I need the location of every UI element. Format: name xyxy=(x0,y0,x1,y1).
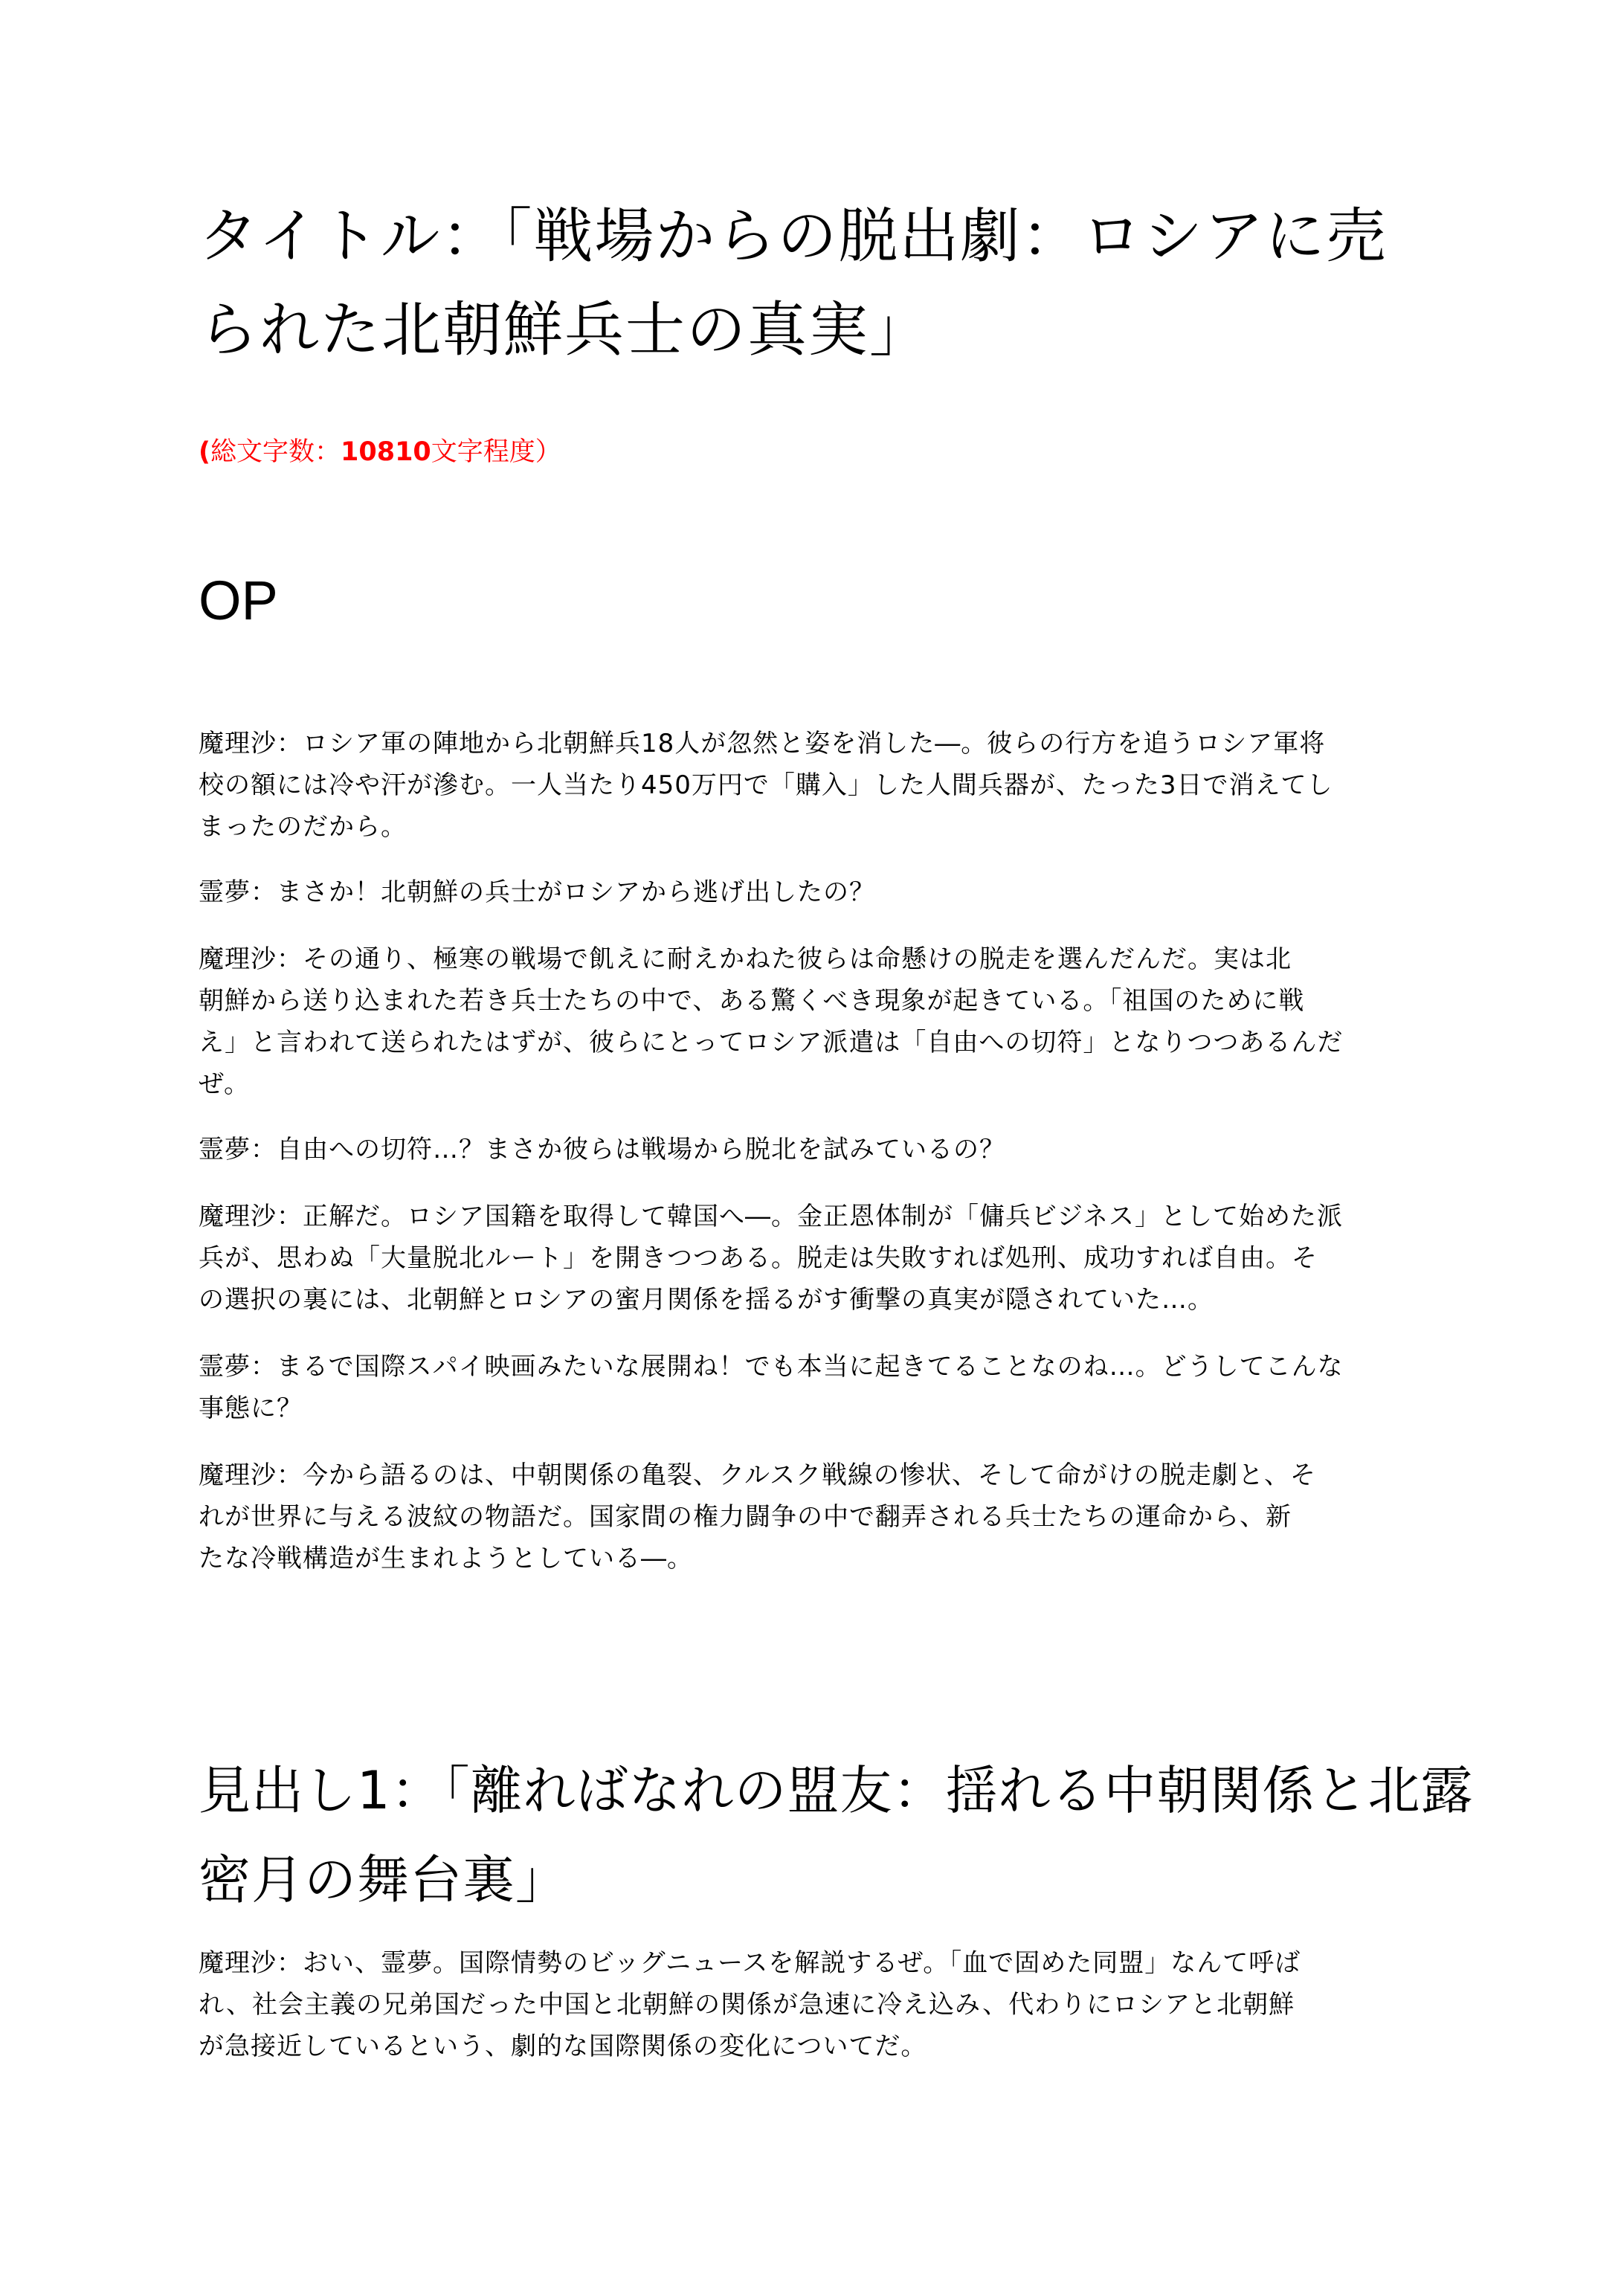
dialogue-line: 霊夢：まさか！北朝鮮の兵士がロシアから逃げ出したの？ xyxy=(199,877,875,907)
dialogue-line: え」と言われて送られたはずが、彼らにとってロシア派遣は「自由への切符」となりつつあるんだ xyxy=(199,1028,1344,1057)
dialogue-line: 事態に？ xyxy=(199,1394,303,1423)
dialogue-line: まったのだから。 xyxy=(199,812,407,842)
dialogue-line: が急接近しているという、劇的な国際関係の変化についてだ。 xyxy=(199,2032,927,2061)
character-count-note xyxy=(199,434,561,470)
dialogue-line: 朝鮮から送り込まれた若き兵士たちの中で、ある驚くべき現象が起きている。「祖国のために戦 xyxy=(199,986,1305,1016)
dialogue-paragraph xyxy=(199,1196,1343,1321)
speaker-label: 霊夢： xyxy=(199,1135,277,1164)
speaker-label: 魔理沙： xyxy=(199,1948,303,1978)
char-count-label: 総文字数： xyxy=(210,437,341,467)
heading-line: 見出し1：「離ればなれの盟友：揺れる中朝関係と北露 xyxy=(199,1760,1474,1821)
dialogue-line: れ、社会主義の兄弟国だった中国と北朝鮮の関係が急速に冷え込み、代わりにロシアと北朝鮮 xyxy=(199,1990,1295,2020)
title-line: タイトル：「戦場からの脱出劇：ロシアに売 xyxy=(199,202,1388,271)
dialogue-line: 兵が、思わぬ「大量脱北ルート」を開きつつある。脱走は失敗すれば処刑、成功すれば自由。そ xyxy=(199,1243,1318,1273)
dialogue-line: 魔理沙：ロシア軍の陣地から北朝鮮兵18人が忽然と姿を消した―。彼らの行方を追うロシア軍将 xyxy=(199,729,1326,758)
char-count-number: 10810 xyxy=(341,437,431,467)
speaker-label: 魔理沙： xyxy=(199,729,303,758)
dialogue-line: 校の額には冷や汗が滲む。一人当たり450万円で「購入」した人間兵器が、たった3日で消えてし xyxy=(199,770,1333,800)
dialogue-paragraph xyxy=(199,1346,1344,1429)
dialogue-line: たな冷戦構造が生まれようとしている―。 xyxy=(199,1544,693,1573)
speaker-label: 霊夢： xyxy=(199,877,277,907)
char-count-open-paren: ( xyxy=(199,437,210,467)
dialogue-line: 魔理沙：正解だ。ロシア国籍を取得して韓国へ―。金正恩体制が「傭兵ビジネス」として始めた派 xyxy=(199,1202,1343,1231)
dialogue-line: の選択の裏には、北朝鮮とロシアの蜜月関係を揺るがす衝撃の真実が隠されていた…。 xyxy=(199,1285,1214,1315)
dialogue-line: 魔理沙：おい、霊夢。国際情勢のビッグニュースを解説するぜ。「血で固めた同盟」なんて呼ば xyxy=(199,1948,1301,1978)
speaker-label: 霊夢： xyxy=(199,1352,277,1382)
dialogue-paragraph xyxy=(199,1454,1316,1579)
heading-line: 密月の舞台裏」 xyxy=(199,1849,568,1910)
speaker-label: 魔理沙： xyxy=(199,1202,303,1231)
dialogue-paragraph xyxy=(199,938,1343,1105)
dialogue-line: れが世界に与える波紋の物語だ。国家間の権力闘争の中で翻弄される兵士たちの運命から、新 xyxy=(199,1502,1292,1532)
dialogue-paragraph xyxy=(199,1942,1301,2067)
dialogue-line: 魔理沙：その通り、極寒の戦場で飢えに耐えかねた彼らは命懸けの脱走を選んだんだ。実は北 xyxy=(199,944,1292,974)
dialogue-line: 霊夢：まるで国際スパイ映画みたいな展開ね！でも本当に起きてることなのね…。どうしてこんな xyxy=(199,1352,1344,1382)
dialogue-paragraph xyxy=(199,723,1333,848)
dialogue-line: 霊夢：自由への切符…？まさか彼らは戦場から脱北を試みているの？ xyxy=(199,1135,1005,1164)
speaker-label: 魔理沙： xyxy=(199,1460,303,1490)
dialogue-line: 魔理沙：今から語るのは、中朝関係の亀裂、クルスク戦線の惨状、そして命がけの脱走劇と、そ xyxy=(199,1460,1316,1490)
dialogue-paragraph xyxy=(199,871,875,913)
document-title xyxy=(199,190,1387,377)
dialogue-line: ぜ。 xyxy=(199,1069,250,1099)
section-heading-1 xyxy=(199,1746,1474,1924)
dialogue-paragraph xyxy=(199,1129,1005,1170)
title-line: られた北朝鮮兵士の真実」 xyxy=(199,295,930,364)
speaker-label: 魔理沙： xyxy=(199,944,303,974)
char-count-suffix: 文字程度） xyxy=(431,437,561,467)
op-heading: OP xyxy=(199,570,278,631)
